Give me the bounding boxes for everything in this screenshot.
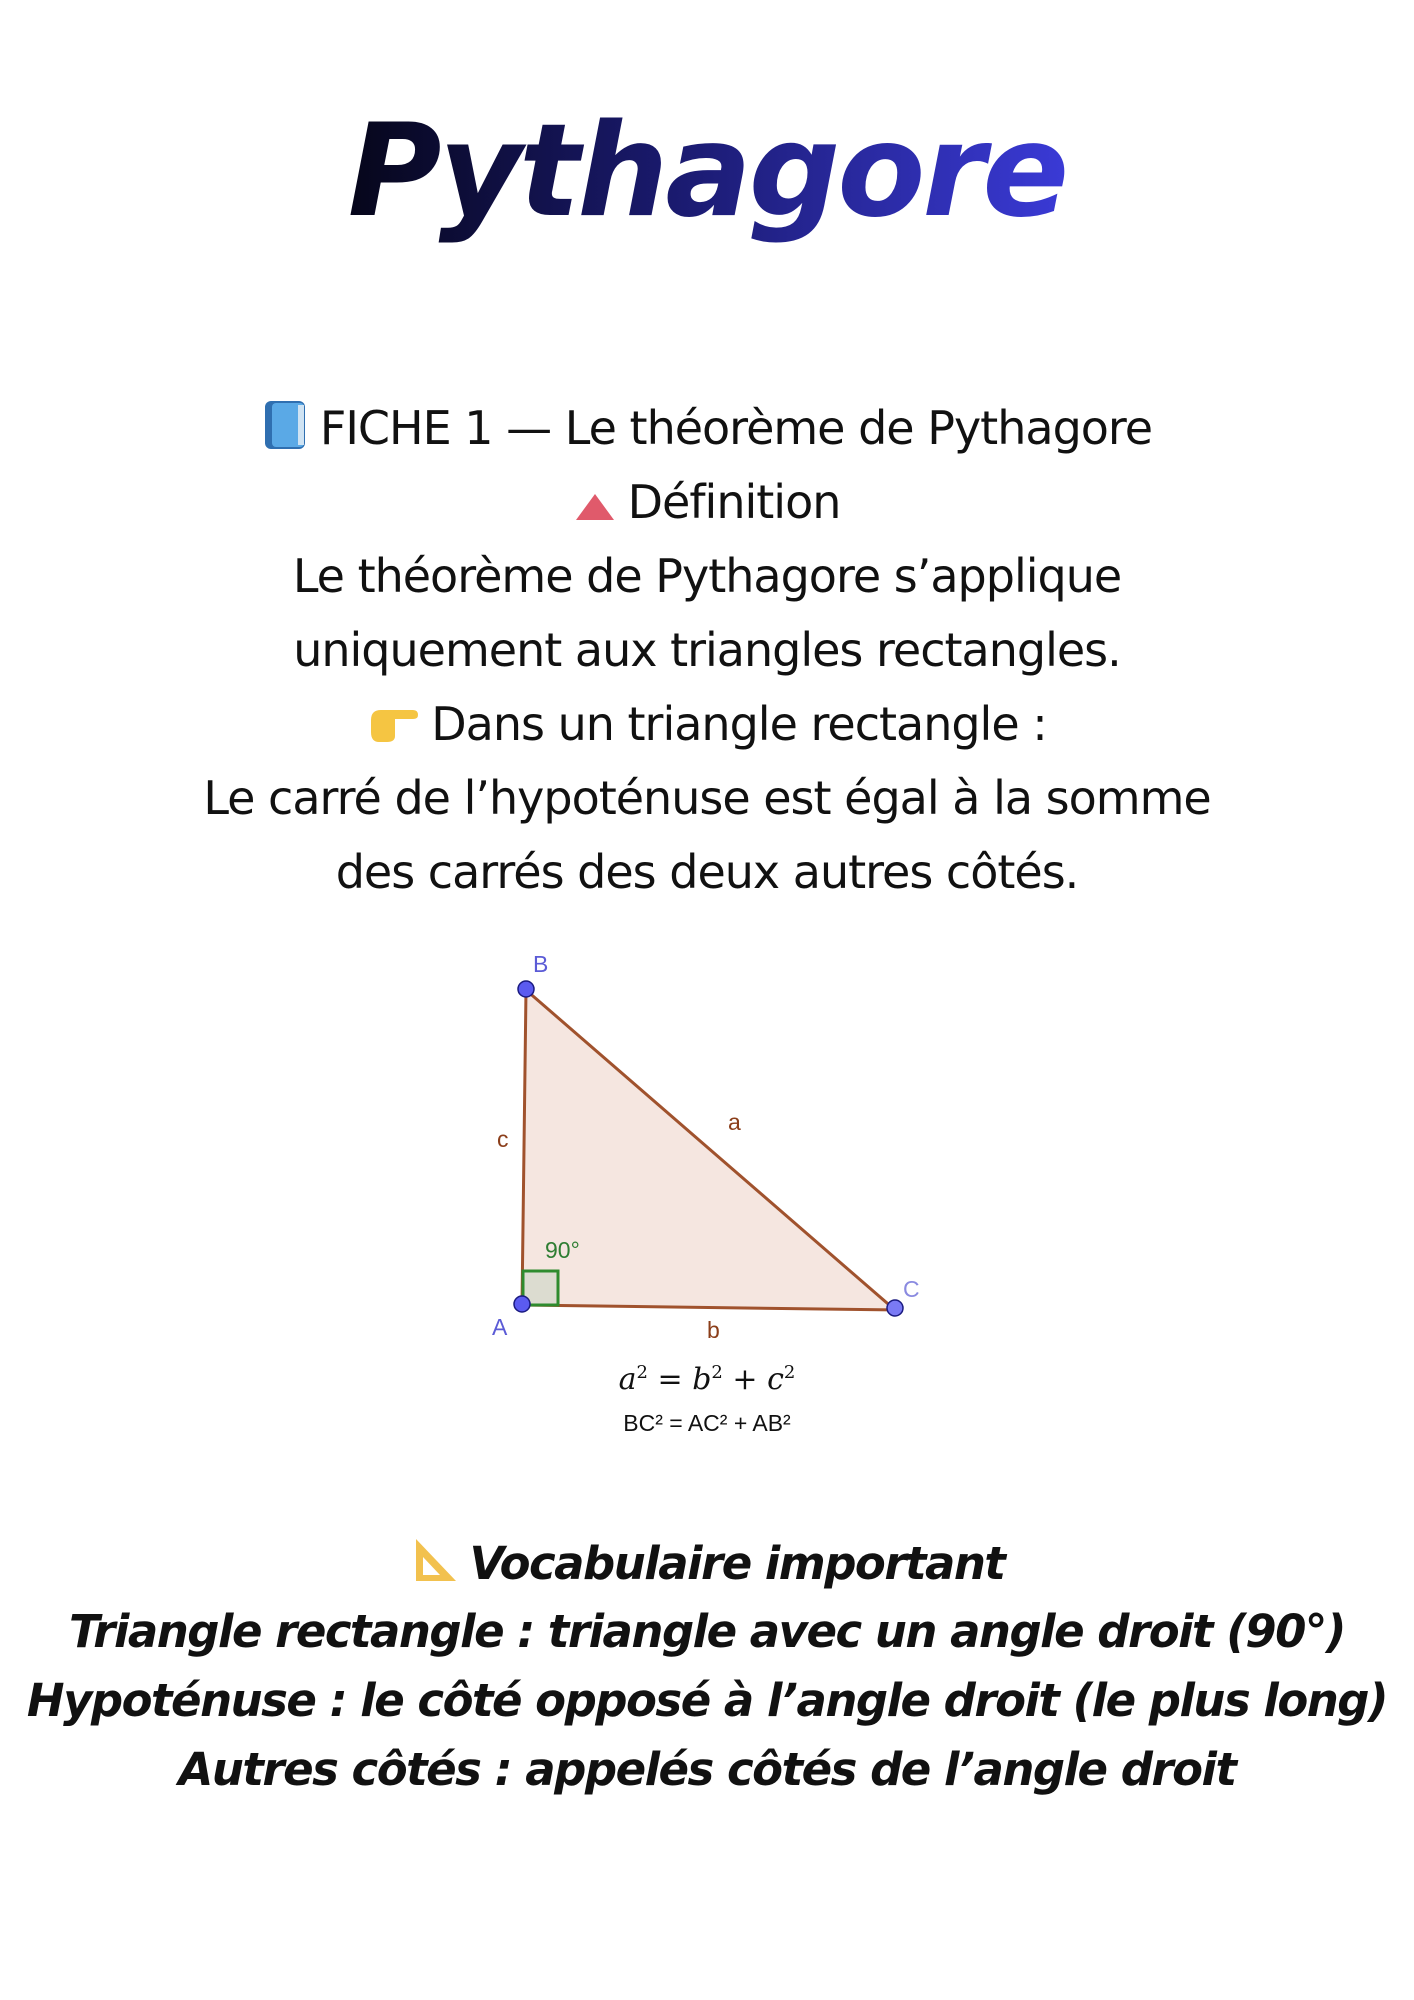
- formula-a: a: [618, 1362, 637, 1397]
- vocabulary-heading: [0, 1534, 1414, 1598]
- definition-label: Définition: [627, 475, 841, 529]
- vertex-label-c: C: [903, 1276, 920, 1302]
- vocabulary-item: Triangle rectangle : triangle avec un angle droit (90°): [69, 1605, 1345, 1658]
- formula-letters: [0, 1362, 1414, 1397]
- vocabulary-item: Autres côtés : appelés côtés de l’angle droit: [178, 1743, 1236, 1796]
- vertex-a: [514, 1296, 530, 1312]
- formula-plus: +: [732, 1362, 758, 1397]
- vertex-b: [518, 981, 534, 997]
- sheet-heading-text: FICHE 1 — Le théorème de Pythagore: [319, 401, 1153, 455]
- definition-line: Le théorème de Pythagore s’applique: [292, 549, 1122, 603]
- triangular-ruler-icon: [410, 1537, 458, 1598]
- vertex-label-b: B: [533, 951, 549, 977]
- rule-line: Le carré de l’hypoténuse est égal à la somme: [203, 771, 1211, 825]
- vocabulary-item: Hypoténuse : le côté opposé à l’angle droit (le plus long): [26, 1674, 1388, 1727]
- pointer-text: Dans un triangle rectangle :: [431, 697, 1047, 751]
- vertex-label-a: A: [492, 1314, 508, 1340]
- formula-eq: =: [657, 1362, 683, 1397]
- formula-c: c: [767, 1362, 784, 1397]
- definition-line: uniquement aux triangles rectangles.: [293, 623, 1121, 677]
- vocabulary-heading-text: Vocabulaire important: [469, 1537, 1005, 1590]
- side-label-a: a: [728, 1109, 741, 1135]
- formula-points: BC² = AC² + AB²: [623, 1410, 791, 1436]
- formula-exp: 2: [711, 1362, 723, 1383]
- side-label-c: c: [497, 1126, 509, 1152]
- formula-exp: 2: [783, 1362, 796, 1383]
- angle-label: 90°: [545, 1237, 580, 1263]
- formula-exp: 2: [636, 1362, 648, 1383]
- side-label-b: b: [707, 1317, 720, 1343]
- rule-line: des carrés des deux autres côtés.: [335, 845, 1079, 899]
- vertex-c: [887, 1300, 903, 1316]
- title-text: Pythagore: [347, 97, 1067, 246]
- formula-b: b: [692, 1362, 712, 1397]
